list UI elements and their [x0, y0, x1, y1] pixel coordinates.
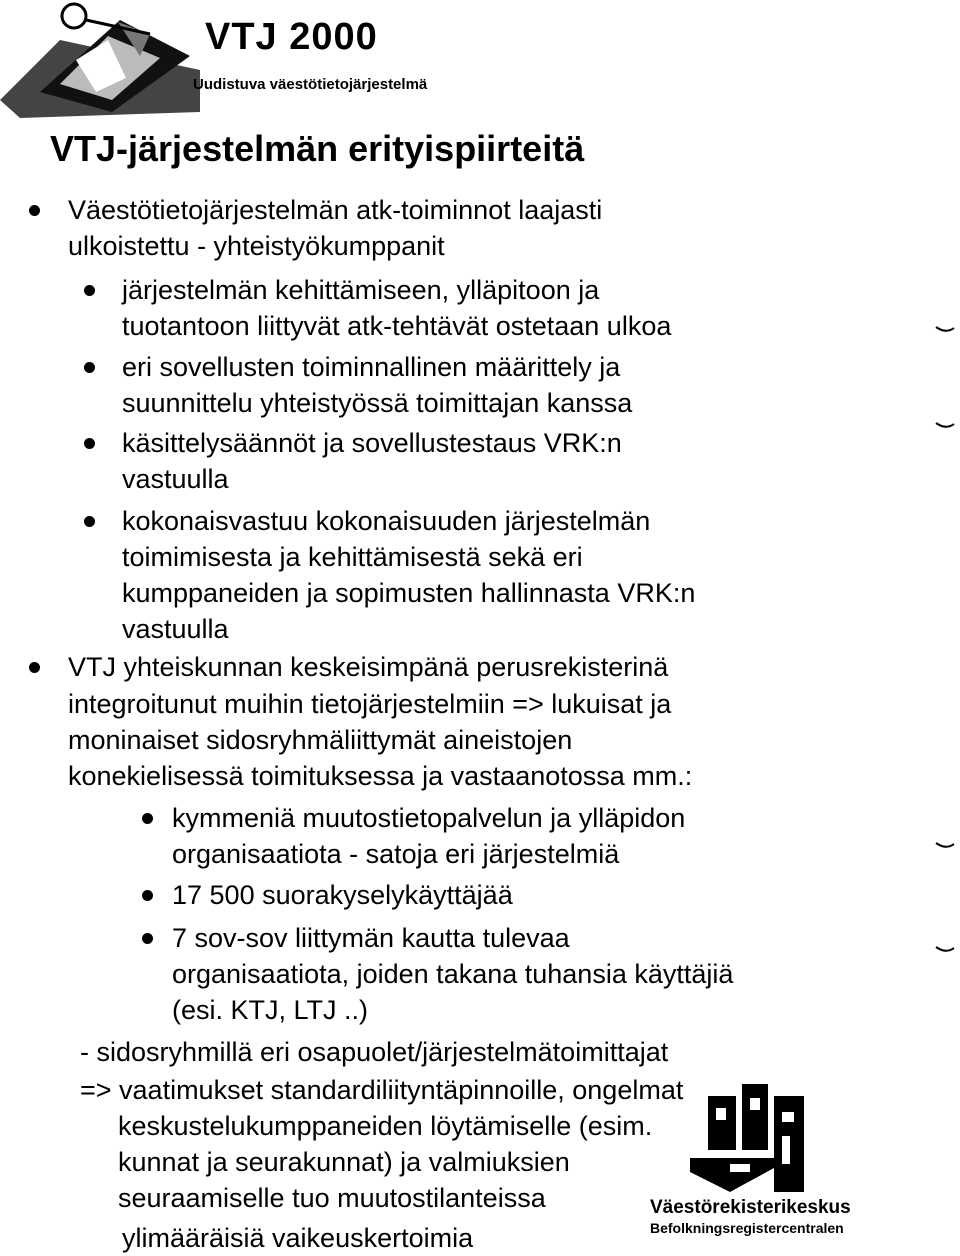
trailing-line: seuraamiselle tuo muutostilanteissa	[118, 1183, 546, 1213]
vrk-name-fi: Väestörekisterikeskus	[650, 1197, 851, 1218]
trailing-line: ylimääräisiä vaikeuskertoimia	[122, 1223, 474, 1253]
margin-mark	[934, 840, 956, 850]
margin-mark	[934, 420, 956, 430]
section1-item-line: suunnittelu yhteistyössä toimittajan kanssa	[122, 388, 633, 418]
bullet-dot	[84, 362, 95, 373]
margin-mark	[934, 324, 956, 334]
trailing-line: - sidosryhmillä eri osapuolet/järjestelmätoimittajat	[80, 1037, 669, 1067]
bullet-dot	[84, 285, 95, 296]
page-title: VTJ-järjestelmän erityispiirteitä	[50, 128, 585, 169]
section1-item-line: kokonaisvastuu kokonaisuuden järjestelmän	[122, 506, 651, 536]
section1-item-line: vastuulla	[122, 614, 229, 644]
section2-line: moninaiset sidosryhmäliittymät aineistojen	[68, 725, 573, 755]
section2-item-line: 17 500 suorakyselykäyttäjää	[172, 880, 513, 910]
bullet-dot	[84, 438, 95, 449]
section1-item-line: käsittelysäännöt ja sovellustestaus VRK:n	[122, 428, 622, 458]
bullet-dot	[142, 813, 153, 824]
section2-line: VTJ yhteiskunnan keskeisimpänä perusrekisterinä	[68, 652, 669, 682]
section2-line: integroitunut muihin tietojärjestelmiin => lukuisat ja	[68, 689, 672, 719]
brand-name: VTJ 2000	[205, 16, 378, 58]
bullet-dot	[29, 662, 40, 673]
section1-line: Väestötietojärjestelmän atk-toiminnot laajasti	[68, 195, 603, 225]
bullet-dot	[142, 890, 153, 901]
section2-item-line: organisaatiota - satoja eri järjestelmiä	[172, 839, 620, 869]
section2-item-line: organisaatiota, joiden takana tuhansia käyttäjiä	[172, 959, 734, 989]
bullet-dot	[84, 516, 95, 527]
section2-line: konekielisessä toimituksessa ja vastaanotossa mm.:	[68, 761, 693, 791]
section2-item-line: (esi. KTJ, LTJ ..)	[172, 995, 369, 1025]
trailing-line: kunnat ja seurakunnat) ja valmiuksien	[118, 1147, 570, 1177]
section1-item-line: kumppaneiden ja sopimusten hallinnasta VRK:n	[122, 578, 696, 608]
section2-item-line: 7 sov-sov liittymän kautta tulevaa	[172, 923, 570, 953]
section1-item-line: toimimisesta ja kehittämisestä sekä eri	[122, 542, 583, 572]
vtj-logo-graphic	[0, 0, 200, 118]
vrk-logo-graphic	[690, 1072, 820, 1202]
section1-item-line: järjestelmän kehittämiseen, ylläpitoon ja	[122, 275, 600, 305]
trailing-line: => vaatimukset standardiliityntäpinnoille, ongelmat	[80, 1075, 684, 1105]
section1-item-line: vastuulla	[122, 464, 229, 494]
section1-line: ulkoistettu - yhteistyökumppanit	[68, 231, 445, 261]
section1-item-line: tuotantoon liittyvät atk-tehtävät ostetaan ulkoa	[122, 311, 672, 341]
vrk-name-sv: Befolkningsregistercentralen	[650, 1220, 844, 1236]
margin-mark	[934, 944, 956, 954]
bullet-dot	[142, 933, 153, 944]
section1-item-line: eri sovellusten toiminnallinen määrittely ja	[122, 352, 621, 382]
brand-tagline: Uudistuva väestötietojärjestelmä	[193, 76, 428, 93]
bullet-dot	[29, 205, 40, 216]
section2-item-line: kymmeniä muutostietopalvelun ja ylläpidon	[172, 803, 686, 833]
trailing-line: keskustelukumppaneiden löytämiselle (esim.	[118, 1111, 653, 1141]
